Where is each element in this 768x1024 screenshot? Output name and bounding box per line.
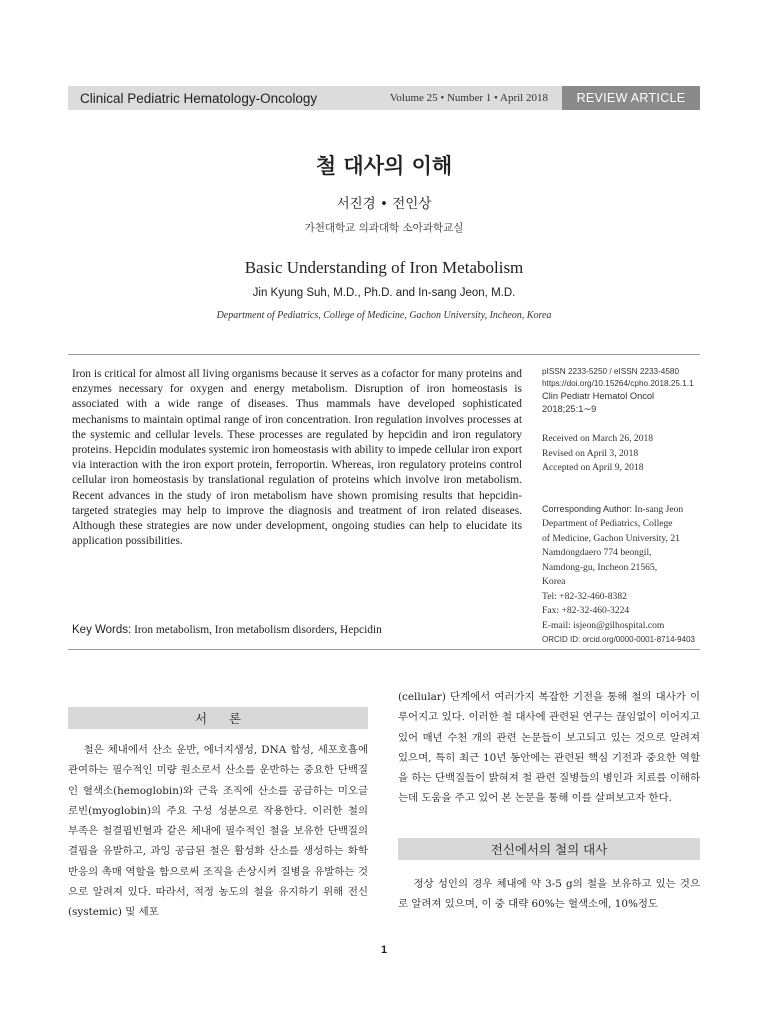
email-link[interactable]: E-mail: isjeon@gilhospital.com: [542, 619, 665, 631]
systemic-body: [398, 874, 700, 915]
systemic-paragraph: 정상 성인의 경우 체내에 약 3-5 g의 철을 보유하고 있는 것으로 알려져 있으며, 이 중 대략 60%는 혈색소에, 10%정도: [398, 878, 700, 911]
affiliation-korean: 가천대학교 의과대학 소아과학교실: [304, 222, 464, 234]
journal-name: Clinical Pediatric Hematology-Oncology: [80, 90, 318, 106]
abstract-top-rule: [68, 354, 700, 355]
telephone: Tel: +82-32-460-8382: [542, 590, 627, 602]
citation-line-1: Clin Pediatr Hematol Oncol: [542, 391, 655, 401]
citation-line-2: 2018;25:1∼9: [542, 404, 597, 414]
section-heading-systemic: 전신에서의 철의 대사: [398, 838, 700, 860]
article-type-badge: REVIEW ARTICLE: [562, 86, 700, 110]
page-number: 1: [380, 944, 388, 956]
title-korean: 철 대사의 이해: [315, 154, 453, 178]
affiliation-english: Department of Pediatrics, College of Medicine, Gachon University, Incheon, Korea: [216, 310, 552, 321]
section-heading-introduction: 서 론: [68, 707, 368, 729]
corr-address-line: Namdongdaero 774 beongil,: [542, 547, 652, 558]
title-english: Basic Understanding of Iron Metabolism: [244, 258, 524, 277]
fax: Fax: +82-32-460-3224: [542, 605, 630, 616]
intro-body: [68, 740, 368, 923]
corr-address-line: of Medicine, Gachon University, 21: [542, 532, 680, 544]
orcid-link[interactable]: ORCID ID: orcid.org/0000-0001-8714-9403: [542, 635, 695, 644]
keywords-label: Key Words:: [72, 624, 132, 636]
article-info-sidebar: [542, 366, 707, 647]
doi-link[interactable]: https://doi.org/10.15264/cpho.2018.25.1.1: [542, 379, 694, 388]
keywords-list: Iron metabolism, Iron metabolism disorders, Hepcidin: [134, 624, 382, 636]
corresponding-author-label: Corresponding Author:: [542, 503, 633, 514]
received-date: Received on March 26, 2018: [542, 433, 654, 444]
journal-header: [68, 86, 700, 110]
authors-korean: 서진경 • 전인상: [336, 196, 432, 212]
corr-address-line: Department of Pediatrics, College: [542, 518, 673, 529]
corresponding-author-name: In-sang Jeon: [632, 503, 684, 515]
intro-paragraph: 철은 체내에서 산소 운반, 에너지생성, DNA 합성, 세포호흡에 관여하는 필수적인 미량 원소로서 산소를 운반하는 중요한 단백질인 혈색소(hemoglobin)와 근육 조직에 산소를 공급하는 미오글로빈(myoglobin)의 주요 구성 성분으로 작용한다. 이러한 철의 부족은 철결핍빈혈과 같은 체내에 필수적인 철을 보유한 단백질의 결핍을 유발하고, 과잉 공급된 철은 활성화 산소를 생성하는 화학반응의 촉매 역할을 함으로써 조직을 손상시켜 질병을 유발하는 것으로 알려져 있다. 따라서, 적정 농도의 철을 유지하기 위해 전신(systemic) 및 세포: [68, 744, 368, 919]
abstract-bottom-rule: [68, 649, 700, 650]
accepted-date: Accepted on April 9, 2018: [542, 462, 644, 473]
corr-address-line: Namdong-gu, Incheon 21565,: [542, 561, 658, 573]
issue-info: Volume 25 • Number 1 • April 2018: [389, 92, 548, 104]
authors-english: Jin Kyung Suh, M.D., Ph.D. and In-sang Jeon, M.D.: [252, 287, 516, 299]
continued-paragraph: (cellular) 단계에서 여러가지 복잡한 기전을 통해 철의 대사가 이루어지고 있다. 이러한 철 대사에 관련된 연구는 끊임없이 이어지고 있어 매년 수천 개의 관련 논문들이 보고되고 있는 것으로 알려져 있으며, 특히 최근 10년 동안에는 관련된 핵심 기전과 중요한 역할을 하는 단백질들이 밝혀져 철 관련 질병들의 병인과 치료를 이해하는데 도움을 주고 있어 본 논문을 통해 이를 살펴보고자 한다.: [398, 691, 700, 805]
abstract-text: Iron is critical for almost all living organisms because it serves as a cofactor for many proteins and enzymes necessary for oxygen and energy metabolism. Disruption of iron homeostasis is associated with a wide range of diseases. Thus mammals have developed sophisticated mechanisms to maintain optimal range of iron concentration. Iron regulation involves processes at the systemic and cellular levels. These processes are regulated by hepcidin and iron regulatory proteins. Hepcidin modulates systemic iron homeostasis with ability to impede cellular iron export via interaction with the iron export protein, ferroportin. Whereas, iron regulatory proteins control cellular iron homeostasis by translational regulation of proteins which involve iron metabolism. Recent advances in the study of iron metabolism have shown promising results that hepcidin-targeted strategies may help to improve the diagnosis and treatment of iron related diseases. Although these strategies are now under development, ongoing studies can help to elucidate its application possibilities.: [72, 368, 522, 548]
corresponding-author: [542, 502, 707, 518]
issn: pISSN 2233-5250 / eISSN 2233-4580: [542, 367, 680, 376]
revised-date: Revised on April 3, 2018: [542, 447, 639, 459]
keywords-line: [72, 624, 532, 636]
corr-address-line: Korea: [542, 576, 566, 587]
right-column-body: [398, 687, 700, 809]
